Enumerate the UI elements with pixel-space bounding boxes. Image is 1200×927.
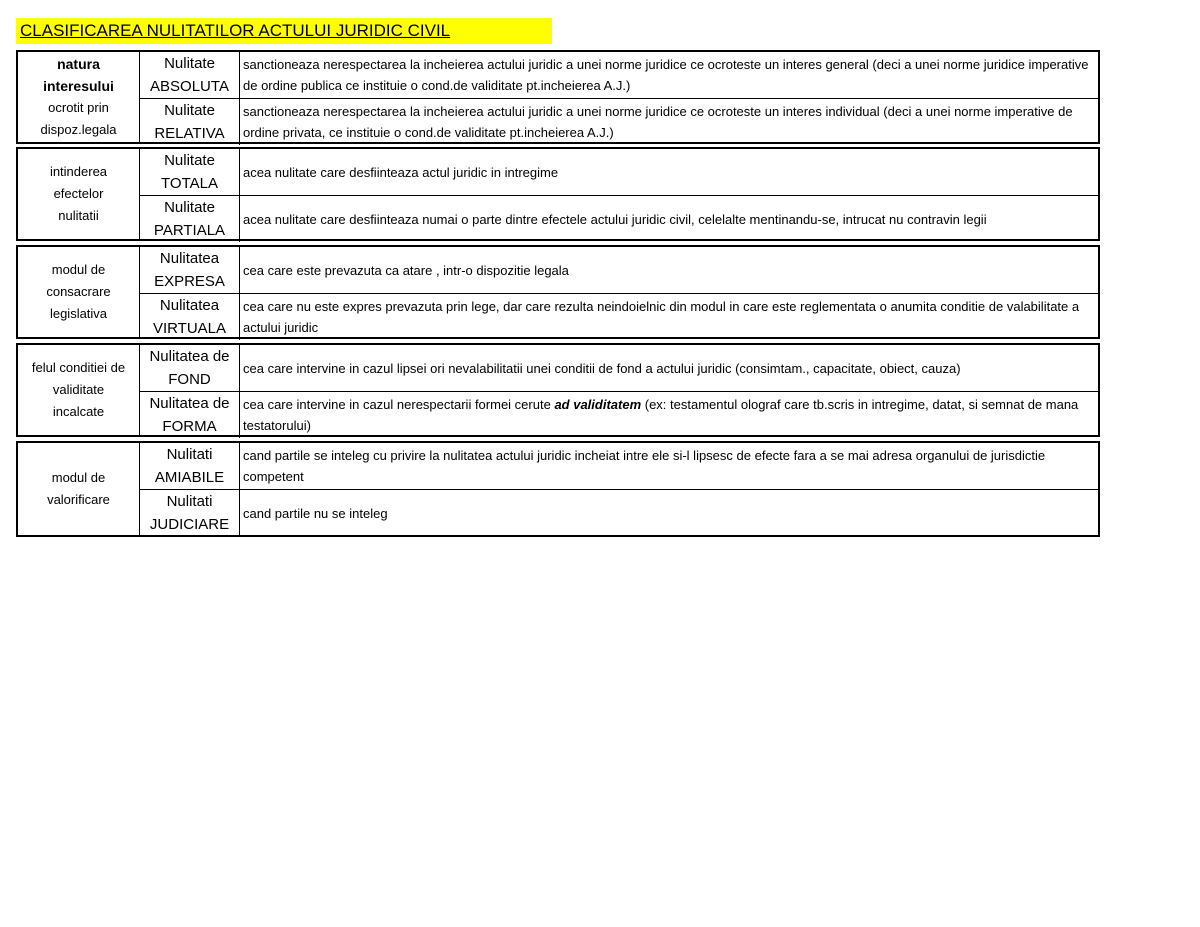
nullity-description: sanctioneaza nerespectarea la incheierea actului juridic a unei norme juridice ce ocroteste un interes general (deci a unei norme juridice imperative de ordine publica ce instituie o cond.de validitate pt.incheierea A.J.) — [243, 57, 1089, 93]
nullity-description: cea care intervine in cazul lipsei ori nevalabilitatii unei conditii de fond a actului juridic (consimtam., capacitate, obiect, cauza) — [243, 360, 961, 376]
category-line: ocrotit prin — [48, 100, 109, 115]
category-cell — [18, 247, 140, 337]
category-line: dispoz.legala — [40, 122, 117, 137]
type-line: EXPRESA — [154, 273, 225, 290]
type-line: Nulitate — [164, 152, 215, 169]
nullity-type — [140, 392, 240, 438]
table-row — [140, 99, 1098, 145]
nullity-description: acea nulitate care desfiinteaza actul juridic in intregime — [243, 164, 559, 180]
category-line: intinderea — [49, 164, 108, 179]
category-line: validitate — [52, 382, 105, 397]
nullity-type — [140, 99, 240, 145]
emphasis-term: ad validitatem — [554, 397, 642, 412]
type-line: VIRTUALA — [152, 320, 227, 337]
table-row — [140, 196, 1098, 242]
nullity-type — [140, 294, 240, 340]
group-modul-valorificare — [16, 441, 1100, 537]
type-line: ABSOLUTA — [150, 78, 229, 95]
type-line: FOND — [168, 371, 211, 388]
group-modul-consacrare — [16, 245, 1100, 339]
type-line: Nulitate — [164, 199, 215, 216]
type-line: Nulitati — [166, 446, 213, 463]
type-line: RELATIVA — [154, 125, 225, 142]
type-line: Nulitate — [164, 102, 215, 119]
category-cell — [18, 149, 140, 239]
category-line: legislativa — [49, 306, 108, 321]
category-line: nulitatii — [58, 208, 99, 223]
type-line: Nulitati — [166, 493, 213, 510]
type-line: Nulitatea — [159, 297, 220, 314]
type-line: FORMA — [162, 418, 217, 435]
table-row — [140, 149, 1098, 196]
group-felul-conditiei — [16, 343, 1100, 437]
category-line: interesului — [43, 78, 114, 94]
nullity-type — [140, 443, 240, 489]
nullity-type — [140, 247, 240, 293]
group-natura-interesului — [16, 50, 1100, 144]
nullity-description: cea care este prevazuta ca atare , intr-o dispozitie legala — [243, 262, 569, 278]
nullity-type — [140, 490, 240, 536]
nullity-description: cand partile nu se inteleg — [243, 505, 388, 521]
type-line: PARTIALA — [153, 222, 226, 239]
table-row — [140, 443, 1098, 490]
category-cell — [18, 443, 140, 535]
nullity-type — [140, 345, 240, 391]
category-line: modul de — [51, 470, 106, 485]
category-line: consacrare — [46, 284, 111, 299]
type-line: Nulitatea — [159, 250, 220, 267]
category-cell — [18, 345, 140, 435]
table-row — [140, 490, 1098, 536]
type-line: AMIABILE — [154, 469, 225, 486]
category-line: felul conditiei de — [31, 360, 126, 375]
nullity-type — [140, 149, 240, 195]
table-row — [140, 247, 1098, 294]
type-line: Nulitatea de — [149, 348, 230, 365]
type-line: Nulitate — [164, 55, 215, 72]
category-line: efectelor — [53, 186, 104, 201]
type-line: JUDICIARE — [149, 516, 230, 533]
nullity-description: acea nulitate care desfiinteaza numai o parte dintre efectele actului juridic civil, celelalte mentinandu-se, intrucat nu contravin legii — [243, 211, 987, 227]
category-line: natura — [57, 56, 100, 72]
table-row — [140, 294, 1098, 340]
category-line: incalcate — [52, 404, 105, 419]
type-line: TOTALA — [161, 175, 218, 192]
category-line: valorificare — [47, 492, 110, 507]
table-row — [140, 52, 1098, 99]
table-row — [140, 345, 1098, 392]
nullity-description: cea care nu este expres prevazuta prin lege, dar care rezulta neindoielnic din modul in care este reglementata o anumita conditie de valabilitate a actului juridic — [243, 299, 1080, 335]
category-cell — [18, 52, 140, 142]
table-row — [140, 392, 1098, 438]
type-line: Nulitatea de — [149, 395, 230, 412]
nullity-description: cand partile se inteleg cu privire la nulitatea actului juridic incheiat intre ele si-l lipsesc de efecte fara a se mai adresa organului de jurisdictie competent — [243, 448, 1046, 484]
nullity-type — [140, 52, 240, 98]
nullity-description: cea care intervine in cazul nerespectarii formei cerute ad validitatem (ex: testamentul olograf care tb.scris in intregime, datat, si semnat de mana testatorului) — [243, 397, 1079, 433]
nullity-description: sanctioneaza nerespectarea la incheierea actului juridic a unei norme juridice ce ocroteste un interes individual (deci a unei norme imperative de ordine privata, ce instituie o cond.de validitate pt.incheierea A.J.) — [243, 104, 1073, 140]
document-title: CLASIFICAREA NULITATILOR ACTULUI JURIDIC CIVIL — [16, 18, 552, 44]
nullity-type — [140, 196, 240, 242]
category-line: modul de — [51, 262, 106, 277]
group-intinderea-efectelor — [16, 147, 1100, 241]
